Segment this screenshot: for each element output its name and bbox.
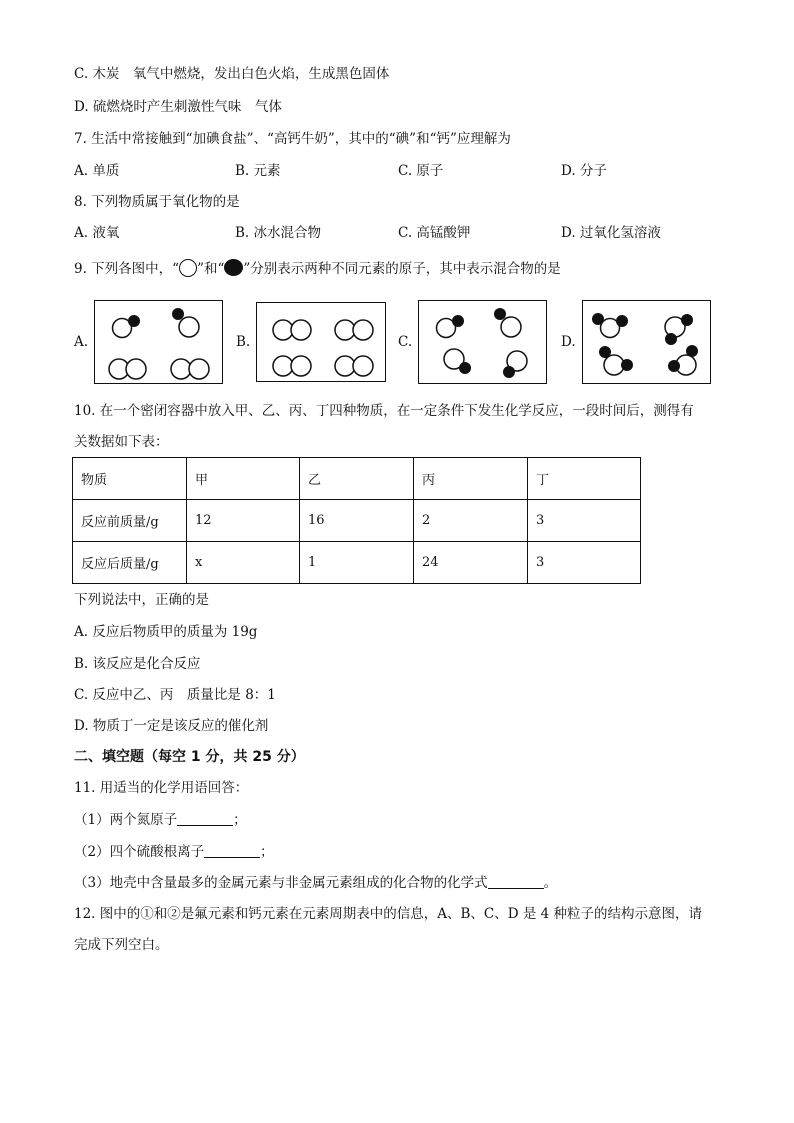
table-cell: 2 <box>414 500 528 542</box>
black-atom <box>616 315 628 327</box>
q11-item-1-end: ； <box>233 812 247 828</box>
q12-stem-line1: 12. 图中的①和②是氟元素和钙元素在元素周期表中的信息，A、B、C、D 是 4 种粒子的结构示意图，请 <box>74 906 703 922</box>
table-header-cell: 乙 <box>300 458 414 500</box>
q10-option-d: D. 物质丁一定是该反应的催化剂 <box>74 718 269 734</box>
table-cell: 3 <box>528 500 641 542</box>
table-cell: 1 <box>300 542 414 584</box>
black-atom <box>668 360 680 372</box>
q8-option-c: C. 高锰酸钾 <box>398 225 471 241</box>
white-atom <box>273 356 293 376</box>
q11-item-2 <box>74 842 274 862</box>
black-atom <box>599 346 611 358</box>
table-header-row <box>73 458 641 500</box>
q11-item-3-text: （3）地壳中含量最多的金属元素与非金属元素组成的化合物的化学式 <box>74 875 488 891</box>
table-header-cell: 丙 <box>414 458 528 500</box>
q8-option-d: D. 过氧化氢溶液 <box>561 225 661 241</box>
q12-stem-line2: 完成下列空白。 <box>74 937 169 953</box>
white-atom <box>291 320 311 340</box>
table-header-cell: 甲 <box>187 458 300 500</box>
q9-label-d: D. <box>561 334 576 350</box>
black-atom <box>592 313 604 325</box>
q11-item-3-end: 。 <box>543 875 558 891</box>
q7-option-b: B. 元素 <box>235 163 281 179</box>
white-atom <box>273 320 293 340</box>
answer-blank[interactable] <box>204 843 260 858</box>
q9-stem-before: 9. 下列各图中，“ <box>74 261 180 277</box>
white-atom <box>353 320 373 340</box>
q11-item-3 <box>74 873 557 893</box>
table-cell: 16 <box>300 500 414 542</box>
black-atom <box>494 308 506 320</box>
q10-option-b: B. 该反应是化合反应 <box>74 656 201 672</box>
q9-stem-after: ”分别表示两种不同元素的原子，其中表示混合物的是 <box>243 261 561 277</box>
q7-stem: 7. 生活中常接触到“加碘食盐”、“高钙牛奶”，其中的“碘”和“钙”应理解为 <box>74 131 511 147</box>
table-cell: 24 <box>414 542 528 584</box>
black-atom <box>128 315 140 327</box>
section-title: 二、填空题（每空 1 分，共 25 分） <box>74 749 305 765</box>
black-atom <box>665 333 677 345</box>
q7-option-d: D. 分子 <box>561 163 607 179</box>
table-header-cell: 丁 <box>528 458 641 500</box>
black-atom <box>459 362 471 374</box>
q9-stem-middle: ”和“ <box>197 261 225 277</box>
q9-label-a: A. <box>74 334 89 350</box>
q8-option-a: A. 液氧 <box>74 225 120 241</box>
table-cell: 反应后质量/g <box>73 542 187 584</box>
white-atom <box>335 356 355 376</box>
white-atom <box>126 359 146 379</box>
table-cell: 12 <box>187 500 300 542</box>
q10-option-c: C. 反应中乙、丙 质量比是 8：1 <box>74 687 276 703</box>
table-cell: 反应前质量/g <box>73 500 187 542</box>
q10-stem-line2: 关数据如下表： <box>74 434 169 450</box>
q10-stem-line1: 10. 在一个密闭容器中放入甲、乙、丙、丁四种物质，在一定条件下发生化学反应，一段时间后，测得有 <box>74 403 694 419</box>
black-atom <box>681 314 693 326</box>
q8-option-b: B. 冰水混合物 <box>235 225 322 241</box>
table-cell: 3 <box>528 542 641 584</box>
white-atom <box>171 359 191 379</box>
black-atom <box>621 359 633 371</box>
q9-diagram-d <box>582 300 711 384</box>
q9-label-b: B. <box>236 334 251 350</box>
black-atom <box>686 345 698 357</box>
white-atom <box>291 356 311 376</box>
q11-stem: 11. 用适当的化学用语回答： <box>74 780 249 796</box>
black-atom <box>172 308 184 320</box>
q9-stem <box>74 259 561 279</box>
mass-data-table <box>72 457 641 584</box>
table-header-cell: 物质 <box>73 458 187 500</box>
q10-prompt: 下列说法中，正确的是 <box>74 592 209 608</box>
white-atom <box>189 359 209 379</box>
answer-blank[interactable] <box>488 874 544 889</box>
option-c-charcoal: C. 木炭 氧气中燃烧，发出白色火焰，生成黑色固体 <box>74 66 390 82</box>
answer-blank[interactable] <box>177 811 233 826</box>
black-atom <box>452 315 464 327</box>
option-d-sulfur: D. 硫燃烧时产生刺激性气味 气体 <box>74 99 282 115</box>
q9-diagram-b <box>256 302 386 382</box>
table-cell: x <box>187 542 300 584</box>
table-row <box>73 500 641 542</box>
q8-stem: 8. 下列物质属于氧化物的是 <box>74 194 240 210</box>
white-atom <box>353 356 373 376</box>
q11-item-2-text: （2）四个硫酸根离子 <box>74 844 205 860</box>
white-atom <box>179 317 199 337</box>
q11-item-2-end: ； <box>260 844 274 860</box>
q9-diagram-a <box>94 300 223 384</box>
table-row <box>73 542 641 584</box>
white-atom <box>335 320 355 340</box>
white-atom-icon <box>179 259 197 277</box>
black-atom-icon <box>224 259 243 276</box>
q11-item-1 <box>74 810 247 830</box>
white-atom <box>501 317 521 337</box>
q7-option-a: A. 单质 <box>74 163 120 179</box>
q10-option-a: A. 反应后物质甲的质量为 19g <box>74 624 258 640</box>
q11-item-1-text: （1）两个氮原子 <box>74 812 178 828</box>
q7-option-c: C. 原子 <box>398 163 444 179</box>
black-atom <box>503 366 515 378</box>
q9-label-c: C. <box>398 334 413 350</box>
q9-diagram-c <box>418 300 547 384</box>
